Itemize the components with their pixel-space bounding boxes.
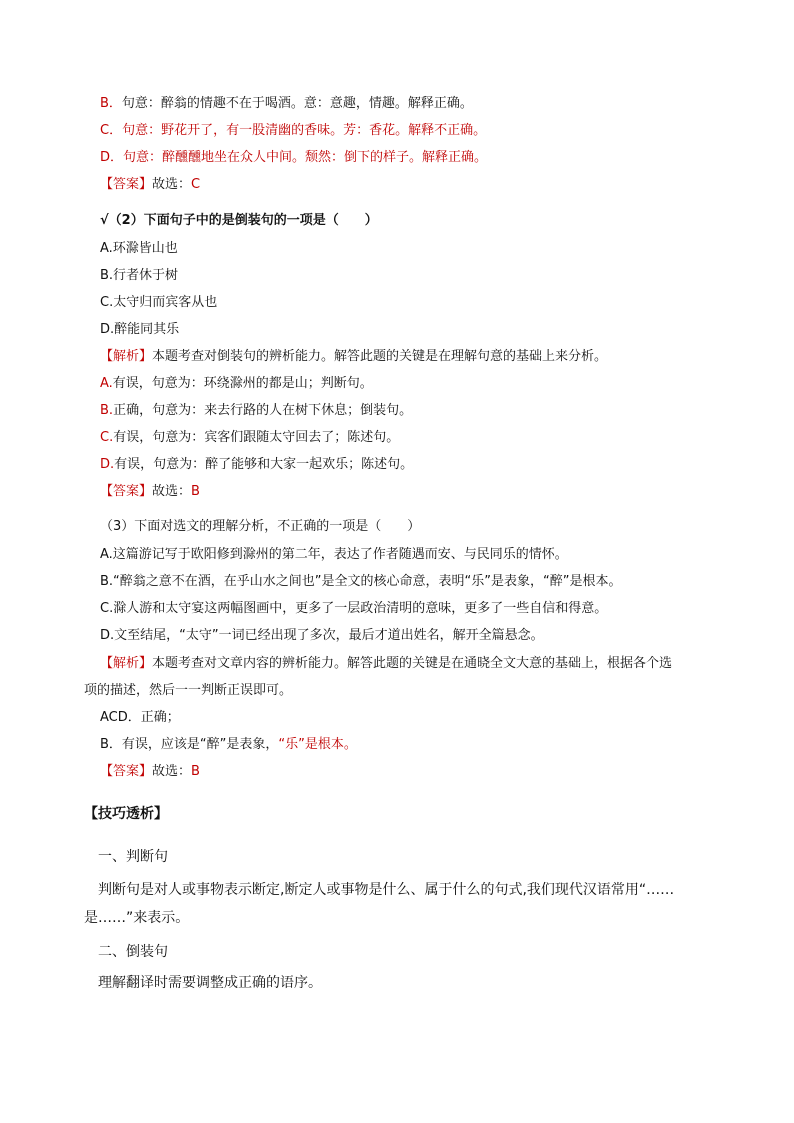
tips-section1-line2: 是……”来表示。 [84, 910, 190, 926]
q2-title: √（2）下面句子中的是倒装句的一项是（ ） [100, 213, 378, 228]
q2-option-b: B.行者休于树 [100, 268, 179, 283]
q3-answer: 【答案】故选：B [100, 764, 200, 779]
q2-answer: 【答案】故选：B [100, 484, 200, 499]
q1-answer: 【答案】故选：C [100, 177, 201, 192]
q1-option-c: C．句意：野花开了，有一股清幽的香味。芳：香花。解释不正确。 [100, 123, 487, 138]
q3-option-a: A.这篇游记写于欧阳修到滁州的第二年，表达了作者随遇而安、与民同乐的情怀。 [100, 547, 568, 562]
q3-acd: ACD．正确； [100, 710, 180, 725]
q3-title: （3）下面对选文的理解分析，不正确的一项是（ ） [100, 519, 421, 534]
q2-option-a: A.环滁皆山也 [100, 241, 178, 256]
tips-section1-line1: 判断句是对人或事物表示断定,断定人或事物是什么、属于什么的句式,我们现代汉语常用“…… [98, 882, 675, 898]
q3-option-b: B.“醉翁之意不在酒，在乎山水之间也”是全文的核心命意，表明“乐”是表象，“醉”是根本。 [100, 574, 622, 589]
q3-b-analysis: B．有误，应该是“醉”是表象，“乐”是根本。 [100, 737, 357, 752]
tips-section2-line1: 理解翻译时需要调整成正确的语序。 [98, 975, 322, 991]
tips-heading: 【技巧透析】 [84, 806, 168, 822]
q2-analysis-c: C.有误，句意为：宾客们跟随太守回去了；陈述句。 [100, 430, 400, 445]
q3-option-d: D.文至结尾，“太守”一词已经出现了多次，最后才道出姓名，解开全篇悬念。 [100, 628, 544, 643]
q1-option-d: D．句意：醉醺醺地坐在众人中间。颓然：倒下的样子。解释正确。 [100, 150, 488, 165]
q3-analysis-line1: 【解析】本题考查对文章内容的辨析能力。解答此题的关键是在通晓全文大意的基础上，根据各个选 [100, 656, 673, 671]
q3-option-c: C.滁人游和太守宴这两幅图画中，更多了一层政治清明的意味，更多了一些自信和得意。 [100, 601, 608, 616]
q2-analysis-d: D.有误，句意为：醉了能够和大家一起欢乐；陈述句。 [100, 457, 414, 472]
tips-section2-title: 二、倒装句 [98, 944, 168, 960]
q2-analysis-b: B.正确，句意为：来去行路的人在树下休息；倒装句。 [100, 403, 413, 418]
q3-analysis-line2: 项的描述，然后一一判断正误即可。 [84, 683, 293, 698]
q2-option-c: C.太守归而宾客从也 [100, 295, 218, 310]
q2-option-d: D.醉能同其乐 [100, 322, 180, 337]
q1-option-b: B．句意：醉翁的情趣不在于喝酒。意：意趣，情趣。解释正确。 [100, 96, 473, 111]
q2-analysis-a: A.有误，句意为：环绕滁州的都是山；判断句。 [100, 376, 373, 391]
tips-section1-title: 一、判断句 [98, 849, 168, 865]
q2-analysis: 【解析】本题考查对倒装句的辨析能力。解答此题的关键是在理解句意的基础上来分析。 [100, 349, 608, 364]
